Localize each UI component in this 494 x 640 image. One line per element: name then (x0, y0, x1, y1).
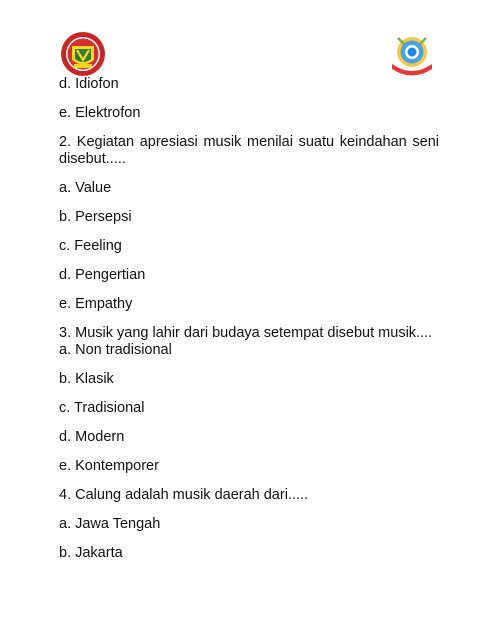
option-line: c. Feeling (59, 238, 122, 254)
question-line: 3. Musik yang lahir dari budaya setempat disebut musik.... (59, 325, 433, 341)
option-line: a. Value (59, 180, 112, 196)
option-line: a. Jawa Tengah (59, 516, 161, 532)
option-line: b. Jakarta (59, 545, 123, 561)
school-emblem-icon (60, 31, 106, 77)
option-line: b. Klasik (59, 371, 114, 387)
option-line: d. Pengertian (59, 267, 146, 283)
option-line: e. Empathy (59, 296, 133, 312)
option-line: b. Persepsi (59, 209, 132, 225)
option-line: c. Tradisional (59, 400, 145, 416)
option-line: a. Non tradisional (59, 342, 172, 358)
option-line: e. Elektrofon (59, 105, 141, 121)
question-line: 4. Calung adalah musik daerah dari..... (59, 487, 309, 503)
question-line: 2. Kegiatan apresiasi musik menilai suatu keindahan seni disebut..... (59, 134, 439, 167)
question-list (59, 76, 439, 562)
circular-emblem-icon (388, 34, 436, 78)
option-line: e. Kontemporer (59, 458, 159, 474)
option-line: d. Modern (59, 429, 125, 445)
option-line: d. Idiofon (59, 76, 119, 92)
